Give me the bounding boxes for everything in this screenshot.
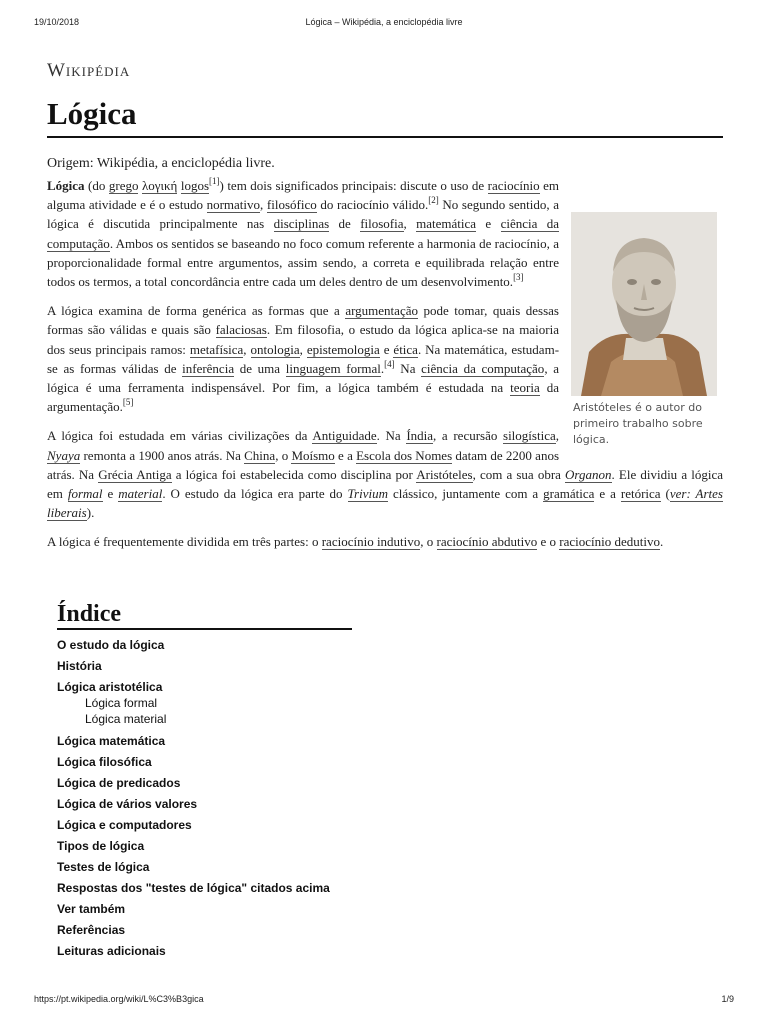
link-artes-liberais[interactable]: ver: Artes liberais	[47, 486, 723, 521]
intro-paragraph-1: Lógica (do grego λογική logos[1]) tem dois significados principais: discute o uso de raciocínio em alguma atividade e é o estudo normativo, filosófico do raciocínio válido.[2] No segundo sentido, a lógica é discutida principalmente nas disciplinas de filosofia, matemática e ciência da computação. Ambos os sentidos se baseando no foco comum referente a harmonia de raciocínio, a proporcionalidade formal entre argumentos, assim sendo, a correta e equilibrada relação entre todos os termos, a total concordância entre cada um deles dentro de um desenvolvimento.[3]	[47, 176, 560, 290]
link-epistemologia[interactable]: epistemologia	[306, 341, 380, 357]
link-organon[interactable]: Organon	[565, 466, 612, 482]
ref-2[interactable]: [2]	[428, 195, 439, 206]
link-inferencia[interactable]: inferência	[182, 360, 235, 376]
link-nyaya[interactable]: Nyaya	[47, 447, 81, 463]
link-raciocinio-abdutivo[interactable]: raciocínio abdutivo	[436, 534, 538, 550]
link-india[interactable]: Índia	[406, 428, 434, 444]
ref-1[interactable]: [1]	[209, 176, 220, 186]
toc-item-leituras[interactable]: Leituras adicionais	[57, 944, 166, 958]
link-metafisica[interactable]: metafísica	[189, 341, 244, 357]
link-china[interactable]: China	[244, 447, 276, 463]
article-body	[47, 154, 723, 562]
link-falaciosas[interactable]: falaciosas	[215, 322, 267, 338]
toc-list	[57, 638, 357, 958]
link-filosofia[interactable]: filosofia	[360, 216, 404, 232]
link-silogistica[interactable]: silogística	[503, 428, 556, 444]
ref-5[interactable]: [5]	[122, 397, 134, 408]
toc-subitems	[85, 695, 357, 727]
page-title: Lógica	[47, 92, 723, 138]
toc-item-ver-tambem[interactable]: Ver também	[57, 902, 126, 916]
link-matematica[interactable]: matemática	[416, 216, 477, 232]
wikipedia-wordmark[interactable]: Wikipédia	[47, 60, 131, 81]
table-of-contents	[57, 600, 357, 965]
print-date: 19/10/2018	[34, 17, 80, 27]
link-disciplinas[interactable]: disciplinas	[273, 216, 330, 232]
toc-item-referencias[interactable]: Referências	[57, 923, 126, 937]
print-header	[0, 17, 768, 31]
link-escola-dos-nomes[interactable]: Escola dos Nomes	[356, 447, 453, 463]
toc-item-estudo[interactable]: O estudo da lógica	[57, 638, 165, 652]
link-gramatica[interactable]: gramática	[543, 486, 595, 502]
toc-item-logica-filosofica[interactable]: Lógica filosófica	[57, 755, 152, 769]
link-raciocinio-dedutivo[interactable]: raciocínio dedutivo	[559, 534, 660, 550]
intro-paragraph-4: A lógica é frequentemente dividida em três partes: o raciocínio indutivo, o raciocínio abdutivo e o raciocínio dedutivo.	[47, 534, 664, 550]
link-ontologia[interactable]: ontologia	[250, 341, 300, 357]
link-raciocinio-indutivo[interactable]: raciocínio indutivo	[321, 534, 421, 550]
link-ciencia-da-computacao-2[interactable]: ciência da computação	[421, 360, 545, 376]
image-thumbnail	[571, 212, 717, 448]
intro-paragraph-3: A lógica foi estudada em várias civilizações da Antiguidade. Na Índia, a recursão silogística, Nyaya remonta a 1900 anos atrás. Na China, o Moísmo e a Escola dos Nomes datam de 2200 anos atrás. Na Grécia Antiga a lógica foi estabelecida como disciplina por Aristóteles, com a sua obra Organon. Ele dividiu a lógica em formal e material. O estudo da lógica era parte do Trivium clássico, juntamente com a gramática e a retórica (ver: Artes liberais).	[47, 428, 723, 521]
print-footer	[0, 994, 768, 1008]
link-aristoteles[interactable]: Aristóteles	[416, 466, 473, 482]
toc-item-varios-valores[interactable]: Lógica de vários valores	[57, 797, 198, 811]
link-moismo[interactable]: Moísmo	[291, 447, 335, 463]
link-antiguidade[interactable]: Antiguidade	[312, 428, 377, 444]
ref-4[interactable]: [4]	[384, 358, 395, 369]
link-filosofico[interactable]: filosófico	[266, 197, 317, 213]
link-formal[interactable]: formal	[67, 486, 103, 502]
link-retorica[interactable]: retórica	[620, 486, 661, 502]
ref-3[interactable]: [3]	[513, 272, 524, 283]
link-etica[interactable]: ética	[393, 341, 418, 357]
link-material[interactable]: material	[118, 486, 163, 502]
toc-item-computadores[interactable]: Lógica e computadores	[57, 818, 192, 832]
toc-item-respostas[interactable]: Respostas dos "testes de lógica" citados acima	[57, 881, 330, 895]
toc-item-tipos[interactable]: Tipos de lógica	[57, 839, 145, 853]
aristotle-bust-image[interactable]	[571, 212, 717, 396]
origin-line: Origem: Wikipédia, a enciclopédia livre.	[47, 156, 275, 171]
toc-item-testes[interactable]: Testes de lógica	[57, 860, 150, 874]
link-teoria[interactable]: teoria	[510, 380, 540, 396]
link-logike[interactable]: λογική	[141, 178, 178, 193]
link-grego[interactable]: grego	[108, 178, 139, 193]
link-linguagem-formal[interactable]: linguagem formal	[285, 360, 381, 376]
print-page-title: Lógica – Wikipédia, a enciclopédia livre	[305, 17, 463, 27]
toc-item-logica-predicados[interactable]: Lógica de predicados	[57, 776, 181, 790]
link-raciocinio[interactable]: raciocínio	[487, 178, 540, 193]
toc-title: Índice	[57, 600, 352, 630]
toc-item-logica-aristotelica[interactable]: Lógica aristotélica Lógica formal Lógica material	[57, 680, 357, 727]
link-ciencia-da-computacao[interactable]: ciência da computação	[47, 216, 559, 251]
link-argumentacao[interactable]: argumentação	[345, 303, 418, 319]
print-page-number: 1/9	[721, 994, 734, 1004]
toc-item-historia[interactable]: História	[57, 659, 102, 673]
toc-item-logica-matematica[interactable]: Lógica matemática	[57, 734, 166, 748]
print-url[interactable]: https://pt.wikipedia.org/wiki/L%C3%B3gica	[34, 994, 204, 1004]
toc-subitem-logica-formal[interactable]: Lógica formal	[85, 696, 158, 710]
intro-paragraph-2: A lógica examina de forma genérica as formas que a argumentação pode tomar, quais dessas formas são válidas e quais são falaciosas. Em filosofia, o estudo da lógica aplica-se na maioria dos seus principais ramos: metafísica, ontologia, epistemologia e ética. Na matemática, estudam-se as formas válidas de inferência de uma linguagem formal.[4] Na ciência da computação, a lógica é uma ferramenta indispensável. Por fim, a lógica também é estudada na teoria da argumentação.[5]	[47, 303, 560, 415]
link-trivium[interactable]: Trivium	[347, 486, 388, 502]
image-caption: Aristóteles é o autor do primeiro trabalho sobre lógica.	[573, 401, 703, 446]
link-logos[interactable]: logos	[180, 178, 210, 193]
toc-subitem-logica-material[interactable]: Lógica material	[85, 712, 167, 726]
link-normativo[interactable]: normativo	[206, 197, 261, 213]
link-grecia-antiga[interactable]: Grécia Antiga	[98, 466, 172, 482]
